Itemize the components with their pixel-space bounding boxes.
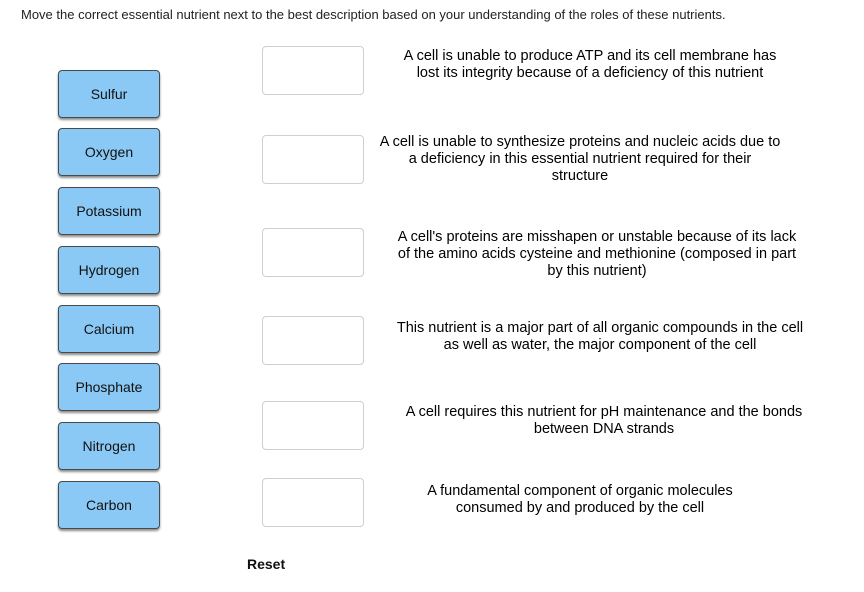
token-potassium[interactable]: Potassium <box>58 187 160 235</box>
description-3: A cell's proteins are misshapen or unstable because of its lack of the amino acids cysteine and methionine (composed in part by this nutrient) <box>397 229 797 279</box>
token-hydrogen[interactable]: Hydrogen <box>58 246 160 294</box>
drop-zone-2[interactable] <box>262 135 364 184</box>
drop-zone-1[interactable] <box>262 46 364 95</box>
description-6: A fundamental component of organic molecules consumed by and produced by the cell <box>427 483 733 516</box>
reset-button[interactable]: Reset <box>247 556 286 572</box>
drop-zone-6[interactable] <box>262 478 364 527</box>
token-oxygen[interactable]: Oxygen <box>58 128 160 176</box>
token-calcium[interactable]: Calcium <box>58 305 160 353</box>
drop-zone-4[interactable] <box>262 316 364 365</box>
drop-zone-5[interactable] <box>262 401 364 450</box>
description-4: This nutrient is a major part of all organic compounds in the cell as well as water, the major component of the cell <box>396 320 804 353</box>
token-carbon[interactable]: Carbon <box>58 481 160 529</box>
token-sulfur[interactable]: Sulfur <box>58 70 160 118</box>
drop-zone-3[interactable] <box>262 228 364 277</box>
description-2: A cell is unable to synthesize proteins and nucleic acids due to a deficiency in this essential nutrient required for their structure <box>379 134 781 184</box>
token-nitrogen[interactable]: Nitrogen <box>58 422 160 470</box>
description-1: A cell is unable to produce ATP and its cell membrane has lost its integrity because of a deficiency of this nutrient <box>403 48 777 81</box>
token-phosphate[interactable]: Phosphate <box>58 363 160 411</box>
instructions: Move the correct essential nutrient next to the best description based on your understanding of the roles of these nutrients. <box>21 7 726 22</box>
description-5: A cell requires this nutrient for pH maintenance and the bonds between DNA strands <box>405 404 803 437</box>
